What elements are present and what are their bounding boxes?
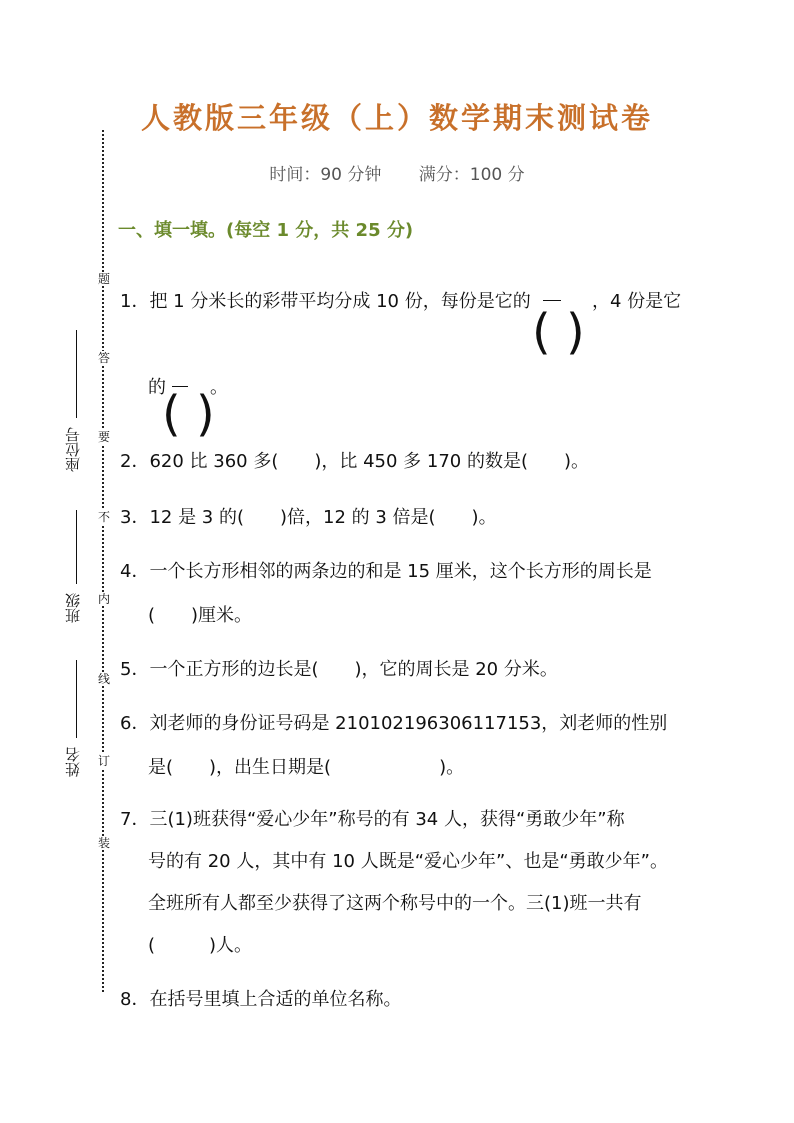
binding-char: 要 (97, 430, 110, 444)
question-2: 2．620 比 360 多( )，比 450 多 170 的数是( )。 (120, 451, 590, 472)
question-4-line2: ( )厘米。 (148, 605, 253, 626)
fraction-paren-left: ( (532, 304, 551, 360)
binding-char: 内 (97, 592, 110, 606)
binding-char: 题 (97, 272, 110, 286)
binding-char: 装 (97, 836, 110, 850)
question-8: 8．在括号里填上合适的单位名称。 (120, 989, 402, 1010)
name-blank[interactable] (76, 660, 77, 738)
name-label: 姓名 (64, 747, 82, 777)
question-7-line2: 号的有 20 人，其中有 10 人既是“爱心少年”、也是“勇敢少年”。 (148, 851, 668, 872)
question-1-text: 1．把 1 分米长的彩带平均分成 10 份，每份是它的 (120, 291, 531, 312)
question-1-text-cont: ，4 份是它 (592, 291, 682, 312)
question-4: 4．一个长方形相邻的两条边的和是 15 厘米，这个长方形的周长是 (120, 561, 652, 582)
page-title: 人教版三年级（上）数学期末测试卷 (140, 101, 653, 135)
question-6: 6．刘老师的身份证号码是 210102196306117153，刘老师的性别 (120, 713, 668, 734)
class-blank[interactable] (76, 510, 77, 584)
exam-score: 满分：100 分 (418, 165, 525, 185)
binding-char: 订 (97, 754, 110, 768)
exam-info (0, 160, 794, 185)
question-1-text-line2: 的 (148, 377, 166, 398)
binding-char: 答 (97, 351, 110, 365)
question-1-end: 。 (210, 377, 228, 398)
binding-char: 不 (97, 510, 110, 524)
fraction-paren-left: ( (162, 386, 181, 442)
question-7: 7．三(1)班获得“爱心少年”称号的有 34 人，获得“勇敢少年”称 (120, 809, 625, 830)
section-heading: 一、填一填。(每空 1 分，共 25 分) (118, 220, 414, 241)
fraction-paren-right: ) (196, 386, 215, 442)
question-6-line2: 是( )，出生日期是( )。 (148, 757, 465, 778)
binding-dotted-line (102, 130, 104, 992)
seat-number-label: 座位号 (64, 427, 82, 473)
question-7-line3: 全班所有人都至少获得了这两个称号中的一个。三(1)班一共有 (148, 893, 642, 914)
fraction-bar (543, 300, 561, 301)
question-5: 5．一个正方形的边长是( )，它的周长是 20 分米。 (120, 659, 558, 680)
question-7-line4: ( )人。 (148, 935, 253, 956)
fraction-paren-right: ) (566, 304, 585, 360)
seat-number-blank[interactable] (76, 330, 77, 418)
binding-char: 线 (97, 672, 110, 686)
question-3: 3．12 是 3 的( )倍，12 的 3 倍是( )。 (120, 507, 497, 528)
class-label: 班级 (64, 593, 82, 623)
exam-time: 时间：90 分钟 (269, 165, 382, 185)
